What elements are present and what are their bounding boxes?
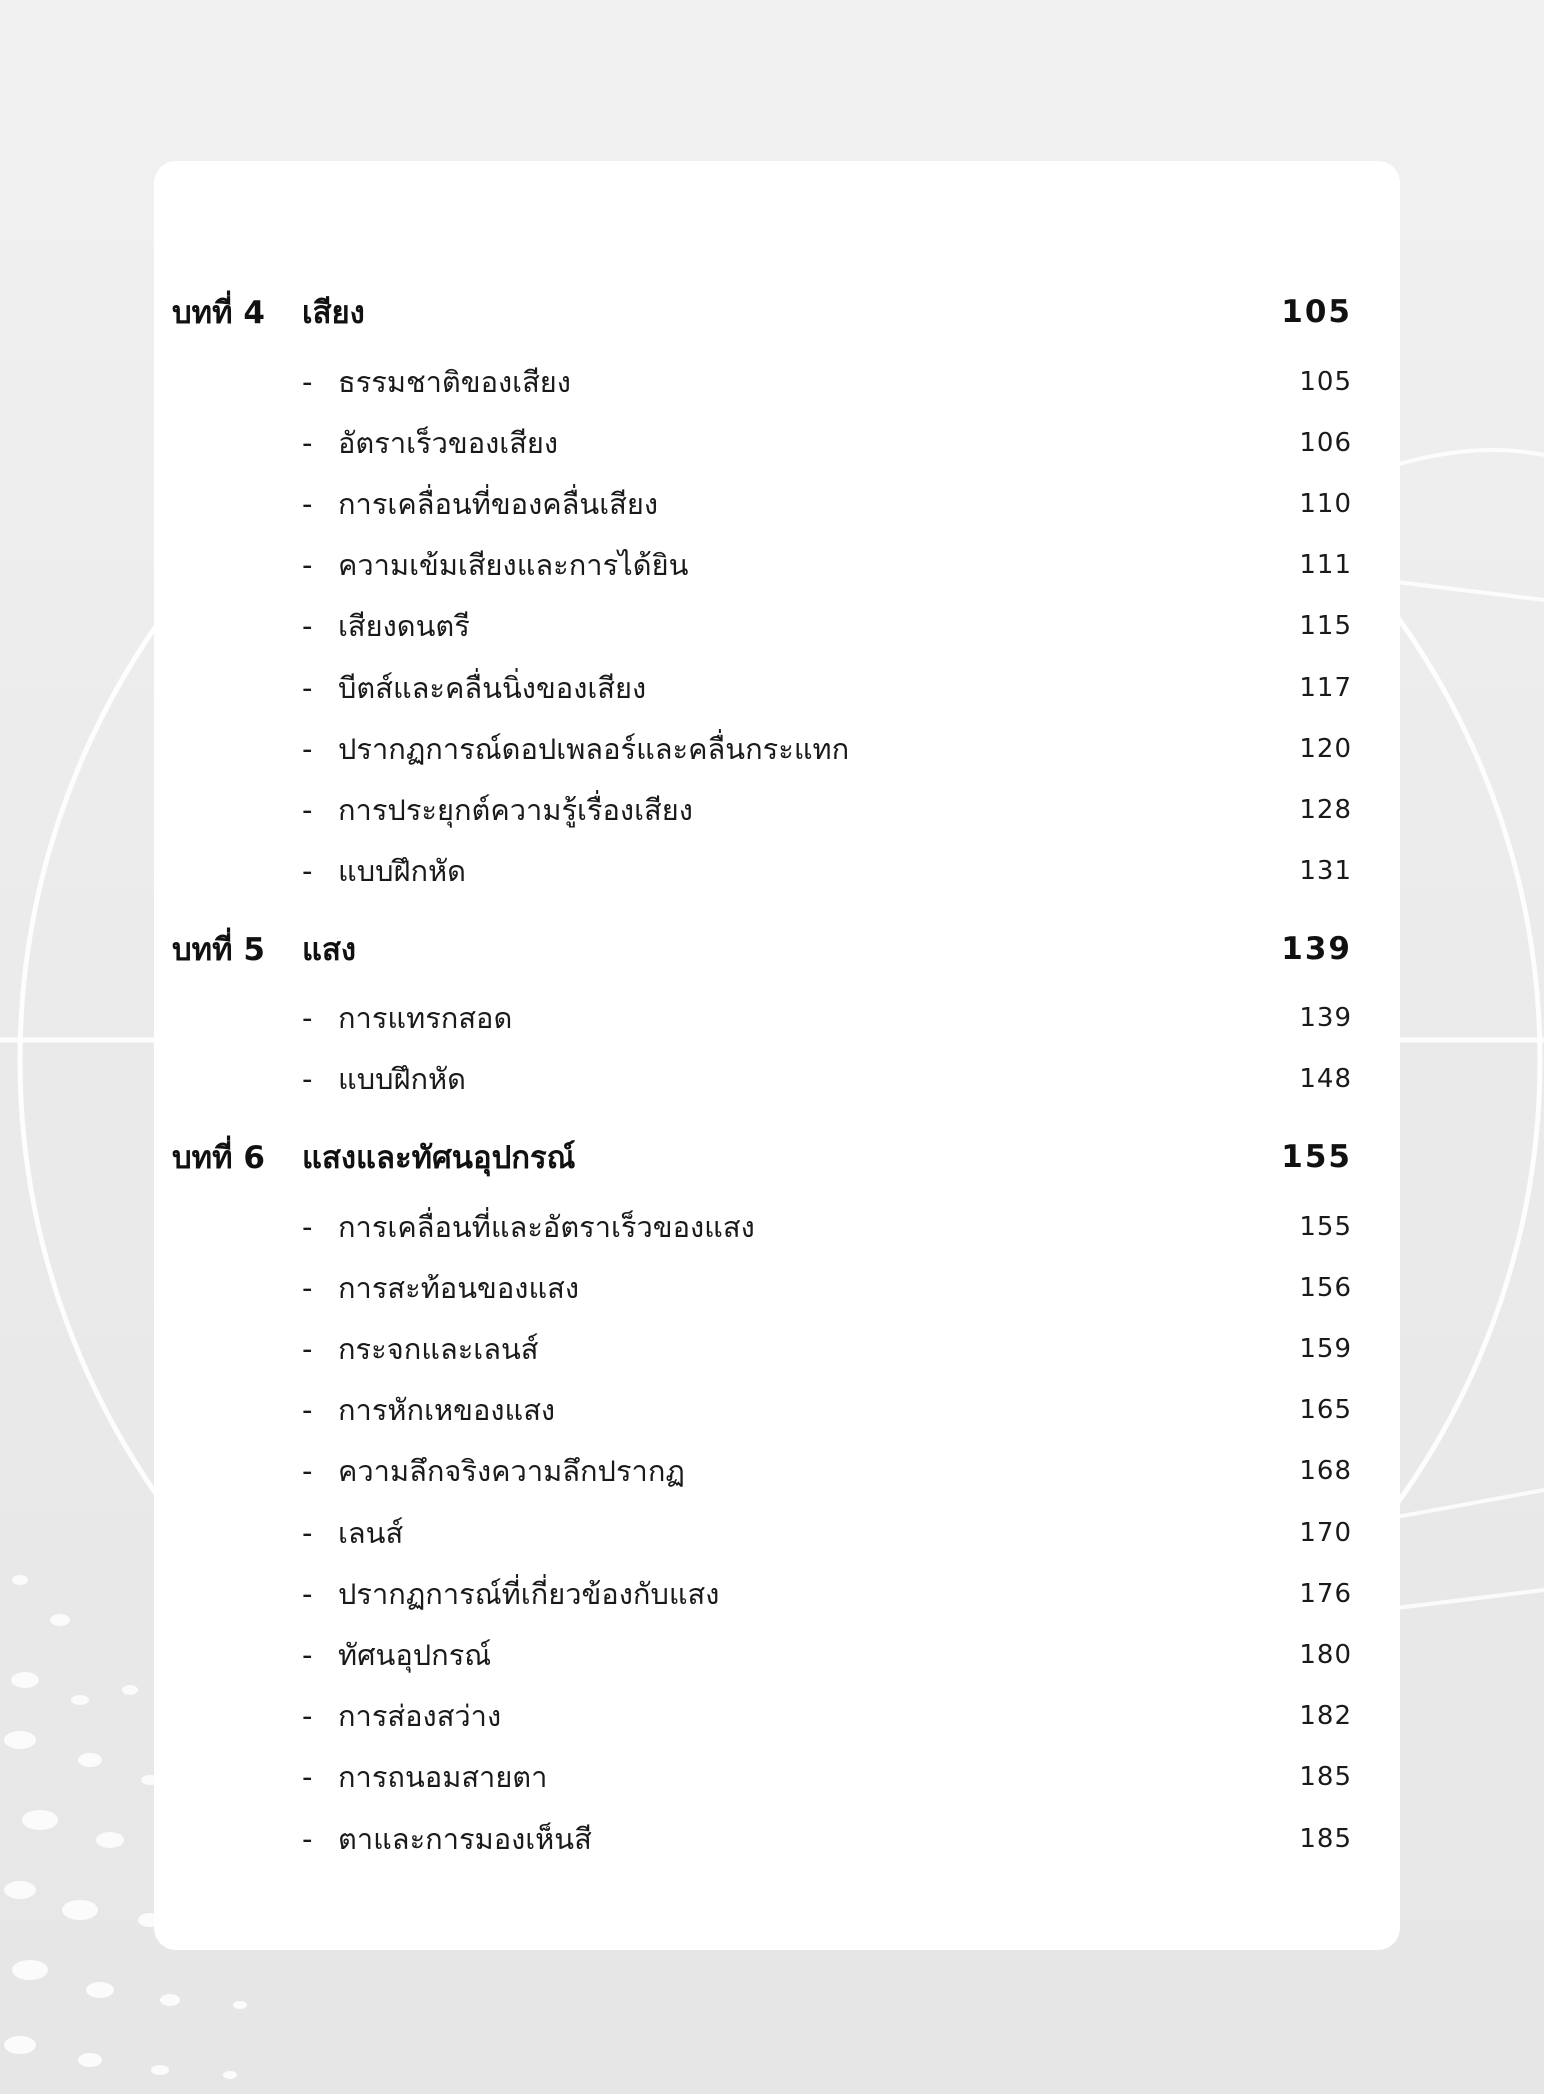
entry-dash: - [302, 1001, 313, 1036]
entry-page-number: 117 [1299, 672, 1352, 703]
entry-dash: - [302, 1062, 313, 1097]
entry-dash: - [302, 1699, 313, 1734]
toc-entry [172, 1049, 1352, 1110]
entry-dash: - [302, 364, 313, 399]
entry-page-number: 176 [1299, 1578, 1352, 1609]
toc-entry [172, 1380, 1352, 1441]
entry-dash: - [302, 425, 313, 460]
chapter-title: เสียง [302, 295, 365, 331]
entry-title: เลนส์ [338, 1515, 404, 1550]
entry-page-number: 180 [1299, 1639, 1352, 1670]
entry-page-number: 156 [1299, 1272, 1352, 1303]
entry-title: การเคลื่อนที่และอัตราเร็วของแสง [338, 1209, 755, 1244]
toc-entry [172, 1563, 1352, 1624]
entry-dash: - [302, 548, 313, 583]
entry-dash: - [302, 1332, 313, 1367]
chapter-heading [172, 1124, 1352, 1190]
entry-page-number: 106 [1299, 427, 1352, 458]
entry-dash: - [302, 609, 313, 644]
entry-page-number: 111 [1299, 550, 1352, 581]
toc-entry [172, 1257, 1352, 1318]
toc-entry [172, 1441, 1352, 1502]
entry-title: การประยุกต์ความรู้เรื่องเสียง [338, 792, 693, 827]
entry-page-number: 131 [1299, 856, 1352, 887]
entry-dash: - [302, 1637, 313, 1672]
toc-entry [172, 988, 1352, 1049]
entry-title: การส่องสว่าง [338, 1699, 502, 1734]
entry-dash: - [302, 1821, 313, 1856]
entry-page-number: 139 [1299, 1003, 1352, 1034]
entry-dash: - [302, 1576, 313, 1611]
entry-title: เสียงดนตรี [338, 609, 470, 644]
chapter-entries [172, 351, 1352, 902]
entry-dash: - [302, 1760, 313, 1795]
entry-title: แบบฝึกหัด [338, 1062, 467, 1097]
entry-page-number: 185 [1299, 1762, 1352, 1793]
toc-entry [172, 596, 1352, 657]
toc-entry [172, 1686, 1352, 1747]
entry-dash: - [302, 1270, 313, 1305]
entry-title: ทัศนอุปกรณ์ [338, 1637, 492, 1672]
entry-page-number: 170 [1299, 1517, 1352, 1548]
toc-entry [172, 535, 1352, 596]
chapter-page-number: 139 [1281, 930, 1352, 967]
chapter-heading [172, 279, 1352, 345]
entry-dash: - [302, 1209, 313, 1244]
entry-dash: - [302, 1393, 313, 1428]
chapter-5 [172, 916, 1352, 1110]
toc-entry [172, 1808, 1352, 1869]
entry-title: การสะท้อนของแสง [338, 1270, 580, 1305]
toc-entry [172, 1502, 1352, 1563]
chapter-label: บทที่ 4 [172, 295, 265, 331]
entry-page-number: 168 [1299, 1456, 1352, 1487]
entry-title: บีตส์และคลื่นนิ่งของเสียง [338, 670, 647, 705]
entry-page-number: 165 [1299, 1395, 1352, 1426]
entry-page-number: 115 [1299, 611, 1352, 642]
entry-title: แบบฝึกหัด [338, 854, 467, 889]
entry-page-number: 159 [1299, 1334, 1352, 1365]
entry-dash: - [302, 1454, 313, 1489]
toc-entry [172, 718, 1352, 779]
toc-entry [172, 657, 1352, 718]
chapter-page-number: 155 [1281, 1139, 1352, 1176]
entry-page-number: 148 [1299, 1064, 1352, 1095]
toc-entry [172, 412, 1352, 473]
entry-page-number: 185 [1299, 1823, 1352, 1854]
toc-card [154, 161, 1400, 1950]
toc-entry [172, 473, 1352, 534]
toc-entry [172, 841, 1352, 902]
chapter-entries [172, 988, 1352, 1110]
entry-title: ความลึกจริงความลึกปรากฏ [338, 1454, 685, 1489]
entry-title: ตาและการมองเห็นสี [338, 1821, 592, 1856]
entry-page-number: 155 [1299, 1211, 1352, 1242]
entry-title: การแทรกสอด [338, 1001, 513, 1036]
chapter-6 [172, 1124, 1352, 1869]
toc-entry [172, 779, 1352, 840]
entry-dash: - [302, 1515, 313, 1550]
entry-page-number: 120 [1299, 733, 1352, 764]
toc-entry [172, 351, 1352, 412]
entry-title: การเคลื่อนที่ของคลื่นเสียง [338, 486, 659, 521]
entry-page-number: 110 [1299, 488, 1352, 519]
toc-entry [172, 1196, 1352, 1257]
entry-title: กระจกและเลนส์ [338, 1332, 539, 1367]
entry-dash: - [302, 670, 313, 705]
chapter-4 [172, 279, 1352, 902]
entry-title: ธรรมชาติของเสียง [338, 364, 571, 399]
entry-page-number: 128 [1299, 794, 1352, 825]
chapter-page-number: 105 [1281, 294, 1352, 330]
entry-title: การหักเหของแสง [338, 1393, 556, 1428]
toc-entry [172, 1624, 1352, 1685]
entry-page-number: 105 [1299, 366, 1352, 397]
chapter-heading [172, 916, 1352, 982]
toc-entry [172, 1747, 1352, 1808]
chapter-label: บทที่ 6 [172, 1140, 265, 1177]
entry-dash: - [302, 486, 313, 521]
chapter-entries [172, 1196, 1352, 1869]
entry-title: อัตราเร็วของเสียง [338, 425, 559, 460]
entry-page-number: 182 [1299, 1701, 1352, 1732]
chapter-title: แสงและทัศนอุปกรณ์ [302, 1140, 576, 1177]
entry-dash: - [302, 792, 313, 827]
toc-entry [172, 1318, 1352, 1379]
entry-title: ปรากฏการณ์ที่เกี่ยวข้องกับแสง [338, 1576, 720, 1611]
entry-title: การถนอมสายตา [338, 1760, 548, 1795]
entry-dash: - [302, 731, 313, 766]
chapter-label: บทที่ 5 [172, 931, 265, 968]
entry-title: ปรากฏการณ์ดอปเพลอร์และคลื่นกระแทก [338, 731, 850, 766]
table-of-contents [172, 279, 1352, 1883]
chapter-title: แสง [302, 931, 357, 968]
entry-title: ความเข้มเสียงและการได้ยิน [338, 548, 689, 583]
entry-dash: - [302, 854, 313, 889]
